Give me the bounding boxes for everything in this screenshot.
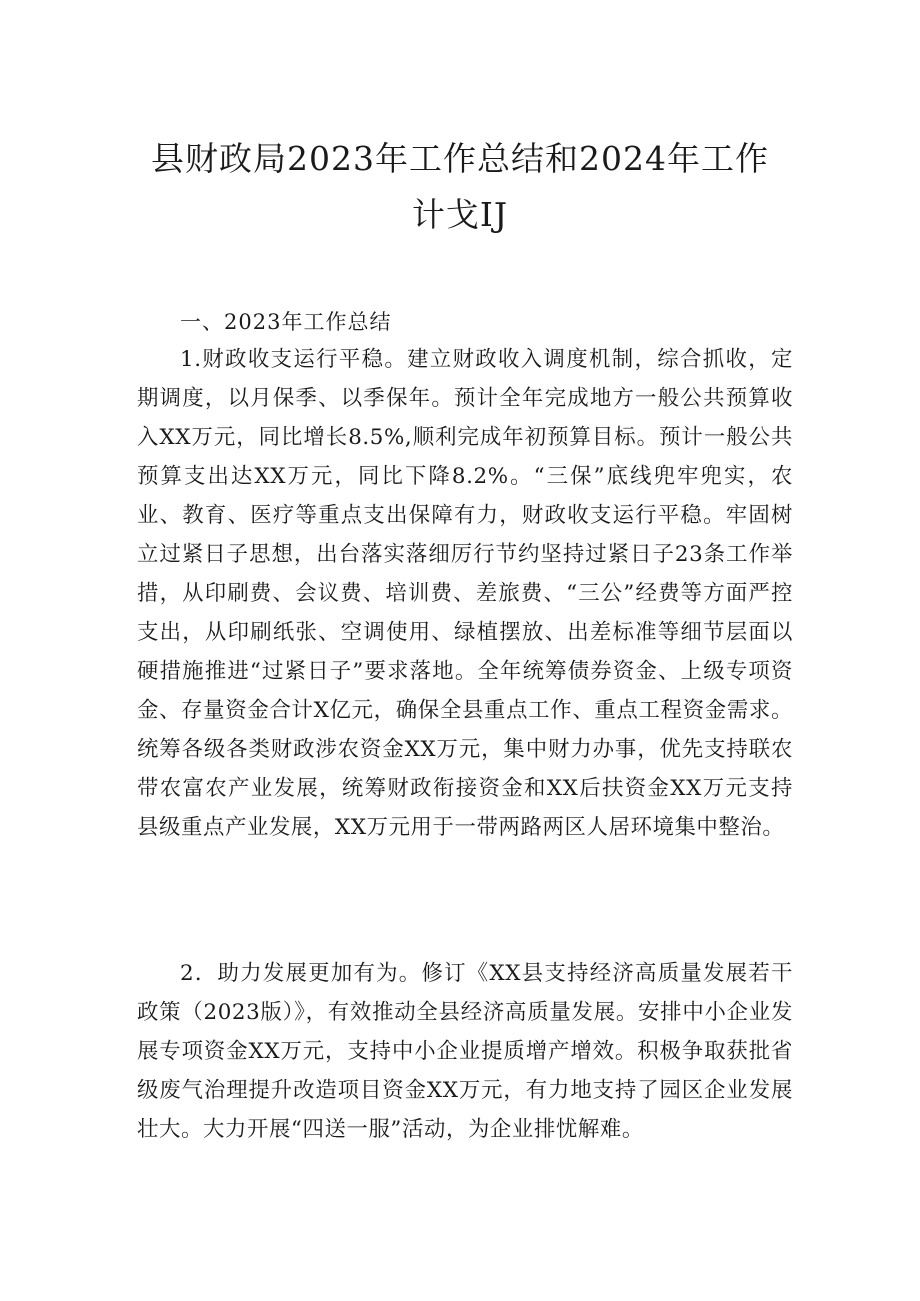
paragraph-2: 2．助力发展更加有为。修订《XX县支持经济高质量发展若干政策（2023版）》，有效推动全县经济高质量发展。安排中小企业发展专项资金XX万元，支持中小企业提质增产增效。积极争取获批省级废气治理提升改造项目资金XX万元，有力地支持了园区企业发展壮大。大力开展“四送一服”活动，为企业排忧解难。 — [137, 961, 793, 1142]
document-title-line-2: 计戈IJ — [411, 195, 509, 234]
section-heading: 一、2023年工作总结 — [180, 310, 392, 334]
document-title-line-1: 县财政局2023年工作总结和2024年工作 — [151, 139, 769, 178]
paragraph-1: 1.财政收支运行平稳。建立财政收入调度机制，综合抓收，定期调度，以月保季、以季保年。预计全年完成地方一般公共预算收入XX万元，同比增长8.5%,顺利完成年初预算目标。预计一般公共预算支出达XX万元，同比下降8.2%。“三保”底线兜牢兜实，农业、教育、医疗等重点支出保障有力，财政收支运行平稳。牢固树立过紧日子思想，出台落实落细厉行节约坚持过紧日子23条工作举措，从印刷费、会议费、培训费、差旅费、“三公”经费等方面严控支出，从印刷纸张、空调使用、绿植摆放、出差标准等细节层面以硬措施推进“过紧日子”要求落地。全年统筹债券资金、上级专项资金、存量资金合计X亿元，确保全县重点工作、重点工程资金需求。统筹各级各类财政涉农资金XX万元，集中财力办事，优先支持联农带农富农产业发展，统筹财政衔接资金和XX后扶资金XX万元支持县级重点产业发展，XX万元用于一带两路两区人居环境集中整治。 — [137, 347, 793, 840]
